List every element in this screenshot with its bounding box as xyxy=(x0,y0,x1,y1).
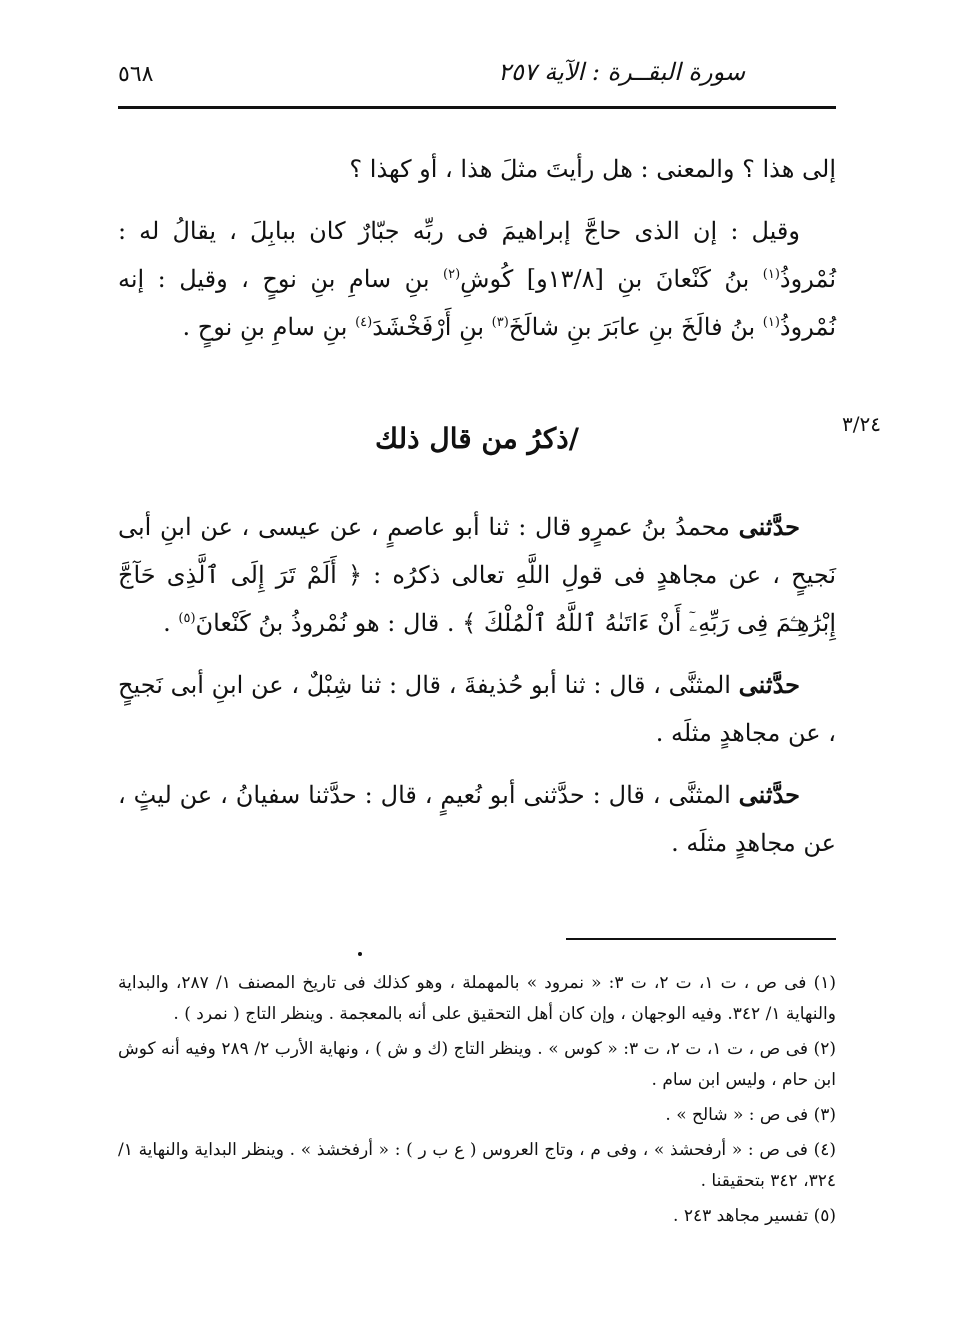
page-header xyxy=(118,56,836,96)
p2-text-a: وقيل : إن الذى حاجَّ إبراهيمَ فى ربِّه جبّارٌ كان ببابِلَ ، يقالُ له : نُمْروذُ xyxy=(118,217,836,293)
p2-text-d: بنُ فالَخَ بنِ عابَرَ بنِ شالَخَ xyxy=(508,313,763,341)
footnote-ref-4: (٤) xyxy=(355,315,373,330)
p5-lead-word: حدَّثنى xyxy=(738,780,800,809)
p4-text: المثنَّى ، قال : ثنا أبو حُذيفةَ ، قال : ثنا شِبْلٌ ، عن ابنِ أبى نَجيحٍ ، عن مجاهدٍ مثلَه . xyxy=(118,671,836,747)
p3-lead-word: حدَّثنى xyxy=(738,512,800,541)
ink-dot xyxy=(358,952,362,956)
footnote-ref-1: (١) xyxy=(762,267,780,282)
paragraph-5 xyxy=(118,771,836,867)
footnote-ref-2: (٢) xyxy=(443,267,461,282)
section-heading: /ذكرُ من قال ذلك xyxy=(375,422,579,455)
page-number: ٥٦٨ xyxy=(118,62,154,87)
running-title: سورة البقــرة : الآية ٢٥٧ xyxy=(498,58,746,86)
p2-text-e: بنِ أَرْفَخْشَدَ xyxy=(372,313,492,341)
header-rule xyxy=(118,106,836,109)
footnote-ref-1b: (١) xyxy=(762,315,780,330)
paragraph-2 xyxy=(118,207,836,351)
p2-text-b: بنُ كَنْعانَ بنِ [١٣/٨و] كُوشِ xyxy=(460,265,763,293)
footnote-ref-3: (٣) xyxy=(491,315,509,330)
footnote-2: (٢) فى ص ، ت ١، ت ٢، ت ٣: « كوس » . وينظر التاج (ك و ش ) ، ونهاية الأرب ٢/ ٢٨٩ وفيه أنه كوش ابن حام ، وليس ابن سام . xyxy=(118,1039,836,1090)
footnote-1: (١) فى ص ، ت ١، ت ٢، ت ٣: « نمرود » بالمهملة ، وهو كذلك فى تاريخ المصنف ١/ ٢٨٧، والبداية والنهاية ١/ ٣٤٢. وفيه الوجهان ، وإن كان أهل التحقيق على أنه بالمعجمة . وينظر التاج ( نمرد ) . xyxy=(118,973,836,1024)
footnote-rule xyxy=(566,938,836,940)
p2-text-c: بنِ سامِ بنِ نوحٍ ، وقيل : إنه نُمْروذُ xyxy=(118,265,836,341)
paragraph-3 xyxy=(118,503,836,647)
footnote-3: (٣) فى ص : « شالح » . xyxy=(665,1105,836,1125)
p4-lead-word: حدَّثنى xyxy=(738,670,800,699)
p3-text-b: . xyxy=(163,609,179,637)
footnote-ref-5: (٥) xyxy=(178,611,196,626)
p2-text-f: بنِ سامِ بنِ نوحٍ . xyxy=(182,313,356,341)
footnotes xyxy=(118,968,836,1236)
footnote-5: (٥) تفسير مجاهد ٢٤٣ . xyxy=(673,1206,836,1226)
p3-text-a: محمدُ بنُ عمرٍو قال : ثنا أبو عاصمٍ ، عن عيسى ، عن ابنِ أبى نَجيحٍ ، عن مجاهدٍ فى قولِ اللَّهِ تعالى ذكرُه : ﴿ أَلَمْ تَرَ إِلَى ٱلَّذِى حَآجَّ إِبْرَٰهِـۧمَ فِى رَبِّهِۦٓ أَنْ ءَاتَىٰهُ ٱللَّهُ ٱلْمُلْكَ ﴾ . قال : هو نُمْروذُ بنُ كَنْعانَ xyxy=(118,513,836,637)
p5-text: المثنَّى ، قال : حدَّثنى أبو نُعيمٍ ، قال : حدَّثنا سفيانُ ، عن ليثٍ ، عن مجاهدٍ مثلَه . xyxy=(118,781,836,857)
main-text xyxy=(118,145,836,867)
paragraph-4 xyxy=(118,661,836,757)
margin-reference: ٣/٢٤ xyxy=(842,412,881,436)
footnote-4: (٤) فى ص : « أرفحشذ » ، وفى م ، وتاج العروس ( ع ب ر ) : « أرفخشذ » . وينظر البداية والنهاية ١/ ٣٢٤، ٣٤٢ بتحقيقنا . xyxy=(118,1140,836,1191)
paragraph-1: إلى هذا ؟ والمعنى : هل رأيتَ مثلَ هذا ، أو كهذا ؟ xyxy=(349,155,836,183)
